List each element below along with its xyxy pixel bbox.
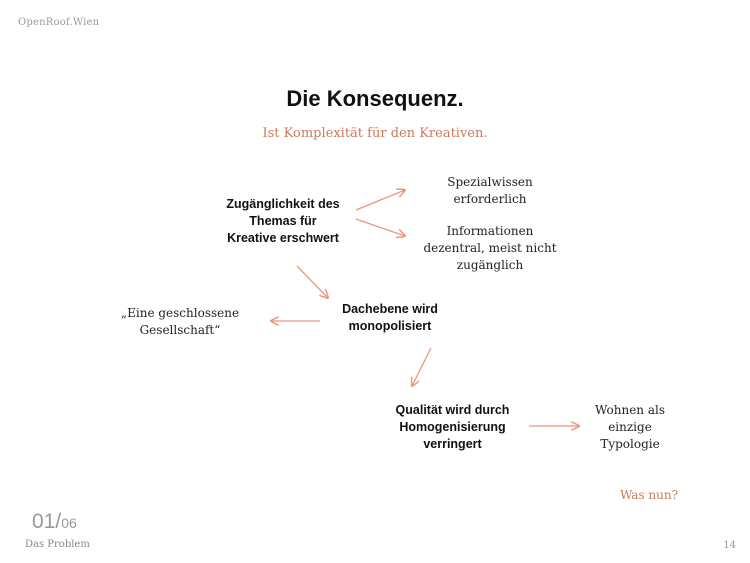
node-quality-reduced: Qualität wird durch Homogenisierung verringert [395,403,510,451]
arrow-access-to-roof [297,266,328,298]
section-label: Das Problem [25,539,90,550]
node-closed-society: „Eine geschlossene Gesellschaft“ [120,306,240,337]
question-what-now: Was nun? [620,488,679,502]
node-special-knowledge: Spezialwissen erforderlich [447,175,533,206]
section-total: 06 [61,515,77,531]
section-number [32,510,77,534]
section-current: 01 [32,510,56,533]
node-access-difficult: Zugänglichkeit des Themas für Kreative erschwert [226,197,340,245]
page-title: Die Konsequenz. [286,86,464,111]
brand-name: OpenRoof.Wien [18,17,100,28]
arrow-access-to-info [356,219,405,236]
page-number: 14 [723,540,736,551]
arrow-access-to-special [356,190,405,210]
arrow-roof-to-quality [412,348,431,386]
node-roof-monopolized: Dachebene wird monopolisiert [342,302,438,333]
node-information-decentral: Informationen dezentral, meist nicht zugänglich [423,224,557,272]
section-slash: / [55,510,62,533]
node-living-only-typology: Wohnen als einzige Typologie [595,403,665,451]
page-subtitle: Ist Komplexität für den Kreativen. [262,126,488,141]
